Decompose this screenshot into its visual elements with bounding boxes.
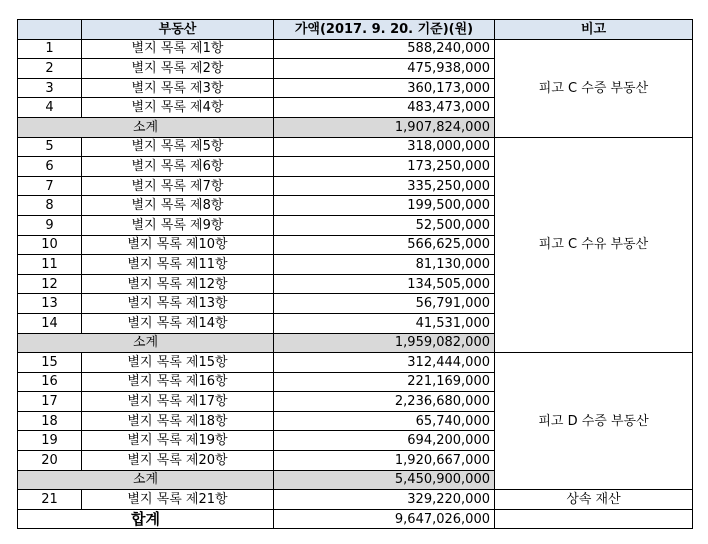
property-name: 별지 목록 제12항 [82,274,274,294]
total-note-blank [495,509,693,529]
property-value-table [17,19,693,529]
subtotal-label: 소계 [18,117,274,137]
property-value: 56,791,000 [274,294,495,314]
property-value: 475,938,000 [274,59,495,79]
row-number: 21 [18,490,82,510]
property-value: 65,740,000 [274,411,495,431]
header-property: 부동산 [82,20,274,40]
row-note: 상속 재산 [495,490,693,510]
group-note: 피고 D 수증 부동산 [495,353,693,490]
property-name: 별지 목록 제6항 [82,157,274,177]
property-value: 483,473,000 [274,98,495,118]
subtotal-value: 1,907,824,000 [274,117,495,137]
subtotal-label: 소계 [18,333,274,353]
subtotal-value: 5,450,900,000 [274,470,495,490]
property-value: 588,240,000 [274,39,495,59]
table-row [18,137,693,157]
property-name: 별지 목록 제19항 [82,431,274,451]
property-name: 별지 목록 제4항 [82,98,274,118]
row-number: 2 [18,59,82,79]
property-name: 별지 목록 제16항 [82,372,274,392]
subtotal-value: 1,959,082,000 [274,333,495,353]
total-row [18,509,693,529]
property-name: 별지 목록 제17항 [82,392,274,412]
property-name: 별지 목록 제5항 [82,137,274,157]
header-note: 비고 [495,20,693,40]
table-row [18,39,693,59]
property-name: 별지 목록 제18항 [82,411,274,431]
row-number: 4 [18,98,82,118]
row-number: 8 [18,196,82,216]
property-name: 별지 목록 제10항 [82,235,274,255]
row-number: 17 [18,392,82,412]
property-value: 329,220,000 [274,490,495,510]
property-value: 335,250,000 [274,176,495,196]
table-row [18,490,693,510]
row-number: 7 [18,176,82,196]
row-number: 5 [18,137,82,157]
property-value: 1,920,667,000 [274,451,495,471]
row-number: 9 [18,215,82,235]
group-note: 피고 C 수유 부동산 [495,137,693,353]
property-value: 41,531,000 [274,313,495,333]
row-number: 13 [18,294,82,314]
property-value: 173,250,000 [274,157,495,177]
table-header-row [18,20,693,40]
property-name: 별지 목록 제7항 [82,176,274,196]
header-blank [18,20,82,40]
property-value: 52,500,000 [274,215,495,235]
property-value: 2,236,680,000 [274,392,495,412]
row-number: 12 [18,274,82,294]
property-name: 별지 목록 제13항 [82,294,274,314]
property-value: 318,000,000 [274,137,495,157]
property-value: 81,130,000 [274,255,495,275]
property-value: 221,169,000 [274,372,495,392]
property-value: 199,500,000 [274,196,495,216]
property-name: 별지 목록 제21항 [82,490,274,510]
property-name: 별지 목록 제15항 [82,353,274,373]
property-name: 별지 목록 제1항 [82,39,274,59]
property-value: 694,200,000 [274,431,495,451]
total-value: 9,647,026,000 [274,509,495,529]
table-row [18,353,693,373]
row-number: 3 [18,78,82,98]
property-value: 312,444,000 [274,353,495,373]
total-label: 합계 [18,509,274,529]
property-value: 360,173,000 [274,78,495,98]
row-number: 18 [18,411,82,431]
header-price: 가액(2017. 9. 20. 기준)(원) [274,20,495,40]
property-name: 별지 목록 제11항 [82,255,274,275]
property-name: 별지 목록 제2항 [82,59,274,79]
property-name: 별지 목록 제20항 [82,451,274,471]
property-name: 별지 목록 제3항 [82,78,274,98]
property-name: 별지 목록 제8항 [82,196,274,216]
property-value: 134,505,000 [274,274,495,294]
property-name: 별지 목록 제9항 [82,215,274,235]
row-number: 11 [18,255,82,275]
group-note: 피고 C 수증 부동산 [495,39,693,137]
property-name: 별지 목록 제14항 [82,313,274,333]
row-number: 10 [18,235,82,255]
property-value: 566,625,000 [274,235,495,255]
row-number: 1 [18,39,82,59]
row-number: 6 [18,157,82,177]
row-number: 14 [18,313,82,333]
row-number: 19 [18,431,82,451]
row-number: 20 [18,451,82,471]
table-body [18,39,693,529]
subtotal-label: 소계 [18,470,274,490]
row-number: 16 [18,372,82,392]
row-number: 15 [18,353,82,373]
